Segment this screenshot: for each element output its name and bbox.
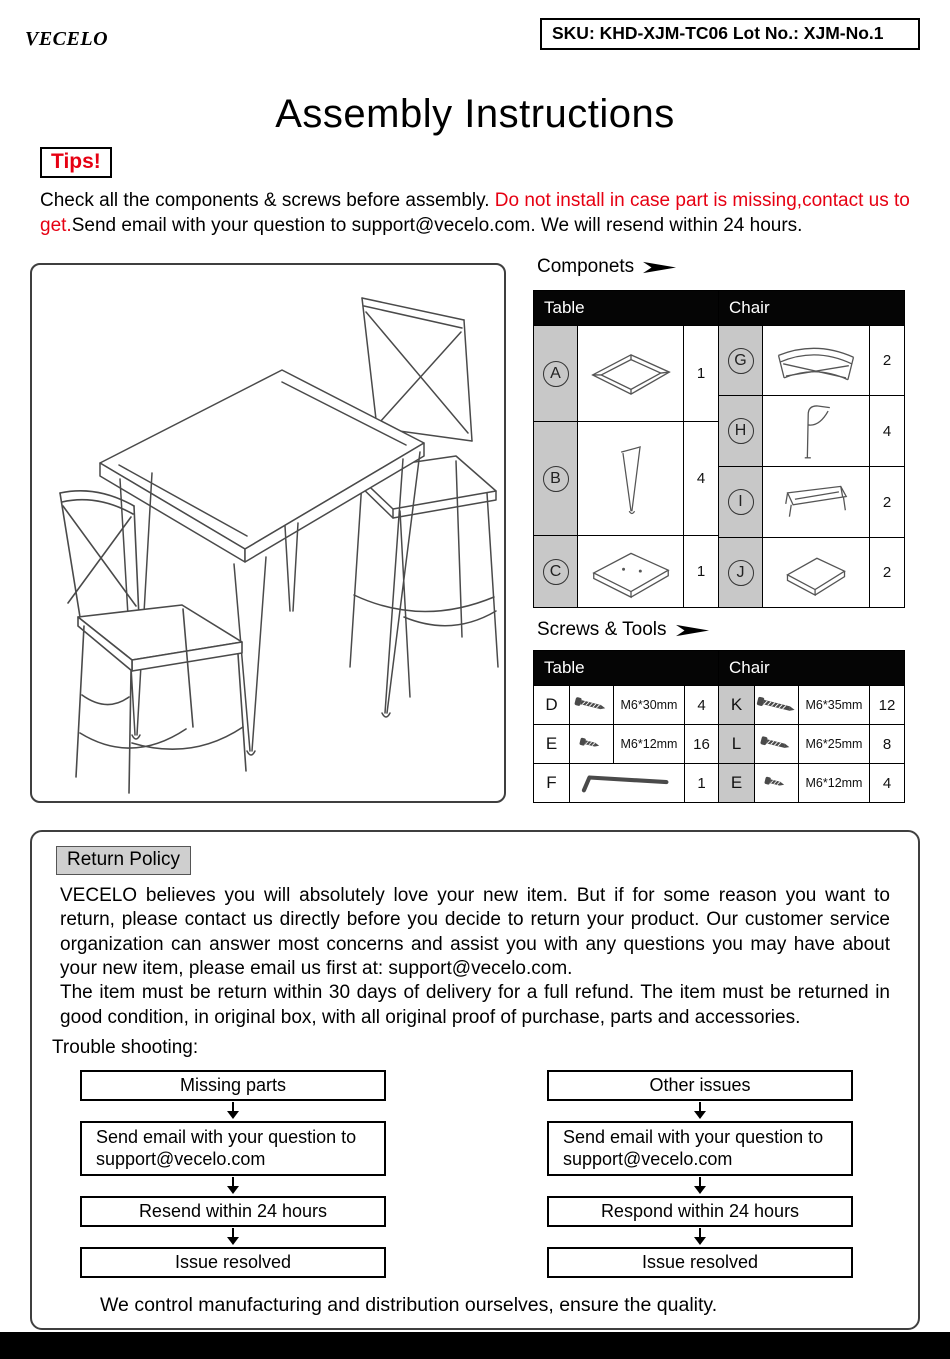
components-table-header: Table: [534, 291, 718, 325]
part-letter-j: J: [728, 560, 754, 586]
screw-icon: [757, 734, 797, 754]
flow-step-missing-parts: Missing parts: [80, 1070, 386, 1101]
screw-qty-f: 1: [697, 774, 706, 792]
screws-tools-table: [533, 650, 905, 803]
flow-email-line-2: support@vecelo.com: [563, 1149, 733, 1170]
trouble-shooting-flowcharts: [80, 1070, 853, 1278]
flow-step-send-email-left: [80, 1121, 386, 1176]
tips-label: Tips!: [40, 147, 112, 178]
sku-box: [540, 18, 920, 50]
allen-key-icon: [575, 772, 679, 794]
screw-icon: [756, 695, 798, 716]
component-row-i: [719, 466, 904, 537]
arrow-right-icon: [643, 259, 677, 276]
component-row-g: [719, 325, 904, 395]
screw-letter-f: F: [534, 764, 570, 802]
trouble-shooting-label: Trouble shooting:: [52, 1036, 199, 1058]
flow-arrow-down-icon: [694, 1227, 706, 1247]
components-chair-header: Chair: [719, 291, 904, 325]
screw-letter-e-chair: E: [719, 764, 755, 802]
component-row-b: [534, 421, 718, 535]
screw-qty-k: 12: [878, 696, 896, 714]
screw-qty-l: 8: [882, 735, 892, 753]
page-footer-bar: [0, 1332, 950, 1359]
screw-letter-k: K: [719, 686, 755, 724]
part-qty-b: 4: [696, 470, 706, 487]
flow-arrow-down-icon: [227, 1227, 239, 1247]
screw-icon: [574, 735, 610, 753]
screw-row-e-table: [534, 724, 718, 763]
part-letter-c: C: [543, 559, 569, 585]
flow-email-line-1: Send email with your question to: [563, 1126, 824, 1147]
product-diagram-box: [30, 263, 506, 803]
screw-size-d: M6*30mm: [614, 686, 685, 724]
flow-step-resolved-right: Issue resolved: [547, 1247, 853, 1278]
part-letter-i: I: [728, 489, 754, 515]
components-heading: [537, 256, 677, 278]
component-row-c: [534, 535, 718, 607]
components-chair-section: [719, 291, 904, 607]
screws-chair-section: [719, 651, 904, 802]
flow-step-resend: Resend within 24 hours: [80, 1196, 386, 1227]
screw-qty-e-table: 16: [693, 735, 710, 753]
part-qty-g: 2: [882, 352, 892, 369]
flowchart-missing-parts: [80, 1070, 386, 1278]
component-row-h: [719, 395, 904, 466]
intro-paragraph: [40, 188, 916, 239]
components-heading-label: Componets: [537, 256, 635, 277]
screws-chair-header: Chair: [719, 651, 904, 685]
part-letter-h: H: [728, 418, 754, 444]
table-leg-icon: [614, 438, 648, 520]
component-row-j: [719, 537, 904, 607]
screws-table-section: [534, 651, 719, 802]
part-letter-g: G: [728, 348, 754, 374]
part-qty-h: 4: [882, 422, 892, 440]
chair-seat-icon: [780, 550, 852, 596]
screw-row-f: [534, 763, 718, 802]
intro-text-2: Send email with your question to support@vecelo.com. We will resend within 24 hours.: [71, 215, 803, 237]
screw-letter-l: L: [719, 725, 755, 763]
part-letter-a: A: [543, 361, 569, 387]
screw-row-d: [534, 685, 718, 724]
screw-row-l: [719, 724, 904, 763]
table-top-icon: [586, 545, 676, 599]
screw-size-e-chair: M6*12mm: [799, 764, 870, 802]
screw-size-l: M6*25mm: [799, 725, 870, 763]
page-title: Assembly Instructions: [275, 92, 675, 136]
arrow-right-icon: [676, 622, 710, 639]
intro-text-1: Check all the components & screws before assembly.: [40, 190, 495, 211]
flowchart-other-issues: [547, 1070, 853, 1278]
flow-arrow-down-icon: [694, 1176, 706, 1196]
flow-step-respond: Respond within 24 hours: [547, 1196, 853, 1227]
chair-leg-icon: [795, 399, 837, 463]
screws-tools-heading-label: Screws & Tools: [537, 619, 667, 640]
components-table: [533, 290, 905, 608]
part-qty-i: 2: [882, 493, 892, 511]
return-policy-paragraph-2: The item must be return within 30 days of delivery for a full refund. The item must be returned in good condition, in original box, with all original proof of purchase, parts and accessories.: [60, 982, 890, 1028]
table-frame-icon: [585, 346, 677, 402]
components-table-section: [534, 291, 719, 607]
flow-step-resolved-left: Issue resolved: [80, 1247, 386, 1278]
return-policy-box: [30, 830, 920, 1330]
screw-letter-e-table: E: [534, 725, 570, 763]
flow-step-other-issues: Other issues: [547, 1070, 853, 1101]
intro-text-warning: Do not install in case part is missing,contact us to get.: [40, 190, 910, 237]
flow-email-line-1: Send email with your question to: [96, 1126, 357, 1147]
component-row-a: [534, 325, 718, 421]
chair-backrest-icon: [771, 336, 861, 386]
flow-arrow-down-icon: [227, 1101, 239, 1121]
screw-qty-e-chair: 4: [882, 774, 892, 792]
chair-support-icon: [776, 480, 856, 524]
screw-size-k: M6*35mm: [799, 686, 870, 724]
sku-text: SKU: KHD-XJM-TC06 Lot No.: XJM-No.1: [552, 23, 884, 43]
part-letter-b: B: [543, 466, 569, 492]
part-qty-j: 2: [882, 564, 892, 581]
flow-arrow-down-icon: [227, 1176, 239, 1196]
flow-email-line-2: support@vecelo.com: [96, 1149, 266, 1170]
table-and-chairs-illustration: [32, 265, 504, 801]
screws-tools-heading: [537, 619, 710, 641]
screw-size-e-table: M6*12mm: [614, 725, 685, 763]
return-policy-heading: Return Policy: [56, 846, 191, 875]
screw-row-k: [719, 685, 904, 724]
screw-icon: [572, 695, 612, 715]
flow-arrow-down-icon: [694, 1101, 706, 1121]
screw-qty-d: 4: [697, 696, 706, 714]
return-policy-paragraph-1: VECELO believes you will absolutely love your new item. But if for some reason you want to return, please contact us directly before you decide to return your product. Our customer service organization can answer most concerns and assist you with any questions you may have about your new item, please email us first at: support@vecelo.com.: [60, 885, 890, 979]
part-qty-a: 1: [696, 365, 706, 382]
screw-icon: [759, 774, 795, 792]
screw-letter-d: D: [534, 686, 570, 724]
brand-logo: VECELO: [25, 28, 109, 50]
screws-table-header: Table: [534, 651, 718, 685]
quality-statement: We control manufacturing and distribution ourselves, ensure the quality.: [100, 1293, 718, 1316]
screw-row-e-chair: [719, 763, 904, 802]
part-qty-c: 1: [696, 563, 706, 580]
flow-step-send-email-right: [547, 1121, 853, 1176]
